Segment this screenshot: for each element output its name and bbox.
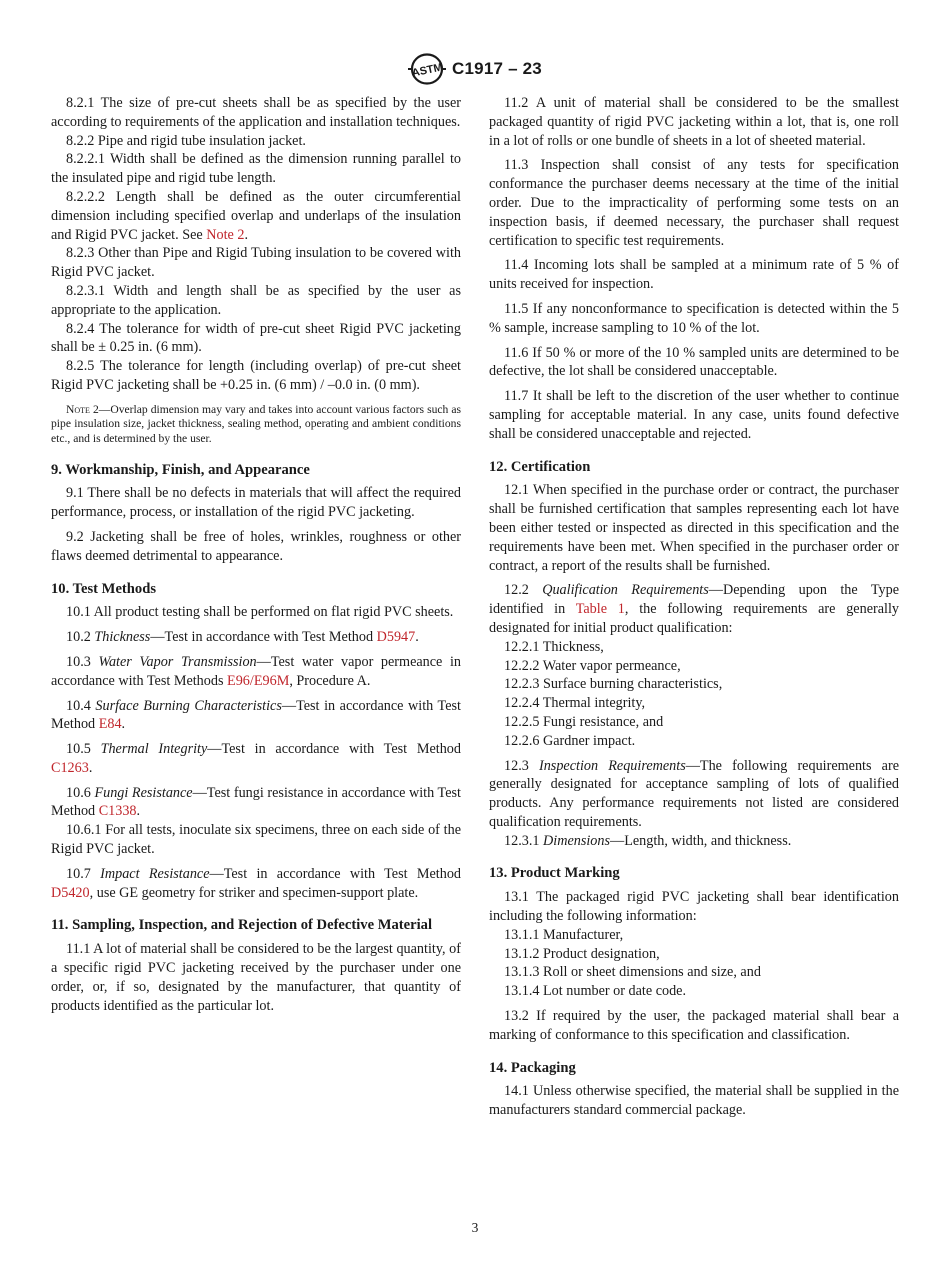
list-item: 12.2.5 Fungi resistance, and xyxy=(504,713,664,730)
para-title: Qualification Requirements xyxy=(542,582,709,599)
d5947-link[interactable]: D5947 xyxy=(376,629,416,646)
para-10-1: 10.1 All product testing shall be performed on flat rigid PVC sheets. xyxy=(66,604,454,621)
para-title: Dimensions xyxy=(543,832,611,849)
standard-designation: C1917 – 23 xyxy=(452,59,542,78)
section-14-heading: 14. Packaging xyxy=(489,1059,576,1076)
para-num: 12.2 xyxy=(504,582,543,599)
para-8-2-2-2 xyxy=(51,188,461,244)
para-title: Inspection Requirements xyxy=(538,757,686,774)
d5420-link[interactable]: D5420 xyxy=(51,884,90,901)
para-13-1: 13.1 The packaged rigid PVC jacketing shall bear identification including the following information: xyxy=(489,889,899,925)
section-12-heading: 12. Certification xyxy=(489,458,591,475)
para-text: —Depending upon the Type identified in xyxy=(489,582,899,618)
section-13-heading: 13. Product Marking xyxy=(489,865,620,882)
para-text: . xyxy=(121,716,126,733)
e84-link[interactable]: E84 xyxy=(98,716,122,733)
note-text: —Overlap dimension may vary and takes into account various factors such as pipe insulation size, jacket thickness, sealing method, operating and ambient conditions etc., and is determined by the user. xyxy=(51,402,461,445)
para-text: 8.2.2.2 Length shall be defined as the outer circumferential dimension including specified overlap and underlaps of the insulation and Rigid PVC jacket. See xyxy=(51,188,461,243)
para-10-3 xyxy=(51,653,461,691)
page-header xyxy=(0,52,950,86)
para-8-2-3: 8.2.3 Other than Pipe and Rigid Tubing insulation to be covered with Rigid PVC jacket. xyxy=(51,245,461,281)
para-num: 10.5 xyxy=(66,741,101,758)
para-14-1: 14.1 Unless otherwise specified, the material shall be supplied in the manufacturers standard commercial package. xyxy=(489,1083,899,1119)
para-text: . xyxy=(415,629,419,646)
para-text: —Test water vapor permeance in accordance with Test Methods xyxy=(51,653,461,689)
astm-logo-icon xyxy=(408,53,446,85)
para-12-3 xyxy=(489,757,899,832)
para-10-7 xyxy=(51,865,461,903)
right-column xyxy=(489,94,899,1120)
para-12-1: 12.1 When specified in the purchase order or contract, the purchaser shall be furnished certification that samples representing each lot have been either tested or inspected as directed in this specification and the requirements have been met. When specified in the purchaser order or contract, a report of the results shall be furnished. xyxy=(489,482,899,574)
para-num: 10.7 xyxy=(66,865,101,882)
list-item: 13.1.4 Lot number or date code. xyxy=(504,983,687,1000)
para-num: 10.6 xyxy=(66,784,95,801)
list-item: 12.2.2 Water vapor permeance, xyxy=(504,657,681,674)
left-column xyxy=(51,94,461,1015)
para-9-1: 9.1 There shall be no defects in materials that will affect the required performance, process, or installation of the rigid PVC jacketing. xyxy=(51,485,461,521)
note-2-link[interactable]: Note 2 xyxy=(206,226,245,243)
para-8-2-2-1: 8.2.2.1 Width shall be defined as the dimension running parallel to the insulated pipe and rigid tube length. xyxy=(51,151,461,187)
para-12-3-1 xyxy=(489,832,899,851)
c1338-link[interactable]: C1338 xyxy=(98,803,137,820)
list-item: 12.2.1 Thickness, xyxy=(504,638,604,655)
para-8-2-3-1: 8.2.3.1 Width and length shall be as specified by the user as appropriate to the application. xyxy=(51,282,461,318)
para-num: 10.2 xyxy=(66,629,95,646)
para-8-2-1: 8.2.1 The size of pre-cut sheets shall be as specified by the user according to requirements of the application and installation techniques. xyxy=(51,95,461,130)
para-title: Impact Resistance xyxy=(100,865,210,882)
table-1-link[interactable]: Table 1 xyxy=(575,601,625,618)
c1263-link[interactable]: C1263 xyxy=(51,759,89,776)
para-8-2-5: 8.2.5 The tolerance for length (including overlap) of pre-cut sheet Rigid PVC jacketing shall be +0.25 in. (6 mm) / –0.0 in. (0 mm). xyxy=(51,358,461,393)
para-title: Thickness xyxy=(94,629,151,646)
para-text: —Test in accordance with Test Method xyxy=(150,629,377,646)
note-2 xyxy=(51,403,461,447)
para-title: Thermal Integrity xyxy=(100,741,208,758)
para-11-4: 11.4 Incoming lots shall be sampled at a minimum rate of 5 % of units received for inspection. xyxy=(489,257,899,293)
para-11-3: 11.3 Inspection shall consist of any tests for specification conformance the purchaser deems necessary at the time of the initial order. Due to the impracticality of performing some tests on an inspection basis, if deemed necessary, the purchaser shall request certification to specific test requirements. xyxy=(489,157,899,249)
para-text: —Test in accordance with Test Method xyxy=(207,741,461,758)
para-11-5: 11.5 If any nonconformance to specification is detected within the 5 % sample, increase sampling to 10 % of the lot. xyxy=(489,300,899,336)
para-text: , use GE geometry for striker and specimen-support plate. xyxy=(89,884,419,901)
para-text: —Test in accordance with Test Method xyxy=(209,865,462,882)
para-10-6 xyxy=(51,784,461,822)
para-11-2: 11.2 A unit of material shall be considered to be the smallest packaged quantity of rigid PVC jacketing within a lot, that is, one roll in a lot of rolls or one bundle of sheets in a lot of sheeted material. xyxy=(489,95,899,149)
para-title: Surface Burning Characteristics xyxy=(95,697,282,714)
para-10-5 xyxy=(51,740,461,778)
para-9-2: 9.2 Jacketing shall be free of holes, wrinkles, roughness or other flaws deemed detrimental to appearance. xyxy=(51,528,461,564)
page-number: 3 xyxy=(471,1220,479,1235)
list-item: 12.2.4 Thermal integrity, xyxy=(504,695,646,712)
para-text: . xyxy=(88,759,93,776)
para-text: . xyxy=(244,226,249,243)
section-9-heading: 9. Workmanship, Finish, and Appearance xyxy=(51,461,310,478)
para-8-2-4: 8.2.4 The tolerance for width of pre-cut sheet Rigid PVC jacketing shall be ± 0.25 in. (6 mm). xyxy=(51,320,461,356)
para-10-4 xyxy=(51,697,461,735)
para-text: , the following requirements are generally designated for initial product qualification: xyxy=(489,601,899,636)
section-10-heading: 10. Test Methods xyxy=(51,580,157,597)
para-title: Fungi Resistance xyxy=(94,784,193,801)
para-11-7: 11.7 It shall be left to the discretion of the user whether to continue sampling for acceptable material. In any case, units found defective shall be considered unacceptable and rejected. xyxy=(489,388,899,442)
para-11-6: 11.6 If 50 % or more of the 10 % sampled units are determined to be defective, the lot shall be considered unacceptable. xyxy=(489,344,899,380)
para-num: 10.4 xyxy=(66,697,96,714)
list-item: 13.1.2 Product designation, xyxy=(504,945,660,962)
para-text: —Test in accordance with Test Method xyxy=(51,697,461,733)
para-text: —Length, width, and thickness. xyxy=(610,832,792,849)
list-item: 13.1.1 Manufacturer, xyxy=(504,926,624,943)
para-num: 10.3 xyxy=(66,653,99,670)
section-11-heading: 11. Sampling, Inspection, and Rejection of Defective Material xyxy=(51,917,433,934)
para-10-6-1: 10.6.1 For all tests, inoculate six specimens, three on each side of the Rigid PVC jacket. xyxy=(51,822,461,858)
note-label: Note 2 xyxy=(66,402,99,416)
list-item: 12.2.3 Surface burning characteristics, xyxy=(504,676,723,693)
para-text: —Test fungi resistance in accordance with Test Method xyxy=(51,784,461,820)
para-text: , Procedure A. xyxy=(289,672,371,689)
logo-text: ASTM xyxy=(410,61,444,80)
para-num: 12.3 xyxy=(504,757,539,774)
e96-link[interactable]: E96/E96M xyxy=(227,672,290,689)
list-item: 12.2.6 Gardner impact. xyxy=(504,732,636,749)
para-11-1: 11.1 A lot of material shall be considered to be the largest quantity, of a specific rigid PVC jacketing received by the purchaser under one order, or, if so, designated by the manufacturer, that quantity of products identified as the particular lot. xyxy=(51,941,461,1014)
para-12-2 xyxy=(489,581,899,637)
para-text: —The following requirements are generally designated for acceptance sampling of lots of qualified products. Any performance requirements not listed are considered qualification requirements. xyxy=(489,757,899,830)
para-13-2: 13.2 If required by the user, the packaged material shall bear a marking of conformance to this specification and classification. xyxy=(489,1008,899,1043)
para-10-2 xyxy=(51,628,461,647)
para-title: Water Vapor Transmission xyxy=(98,653,257,670)
list-item: 13.1.3 Roll or sheet dimensions and size, and xyxy=(504,964,761,981)
para-8-2-2: 8.2.2 Pipe and rigid tube insulation jacket. xyxy=(66,132,306,149)
para-text: . xyxy=(136,803,141,820)
para-num: 12.3.1 xyxy=(504,832,544,849)
